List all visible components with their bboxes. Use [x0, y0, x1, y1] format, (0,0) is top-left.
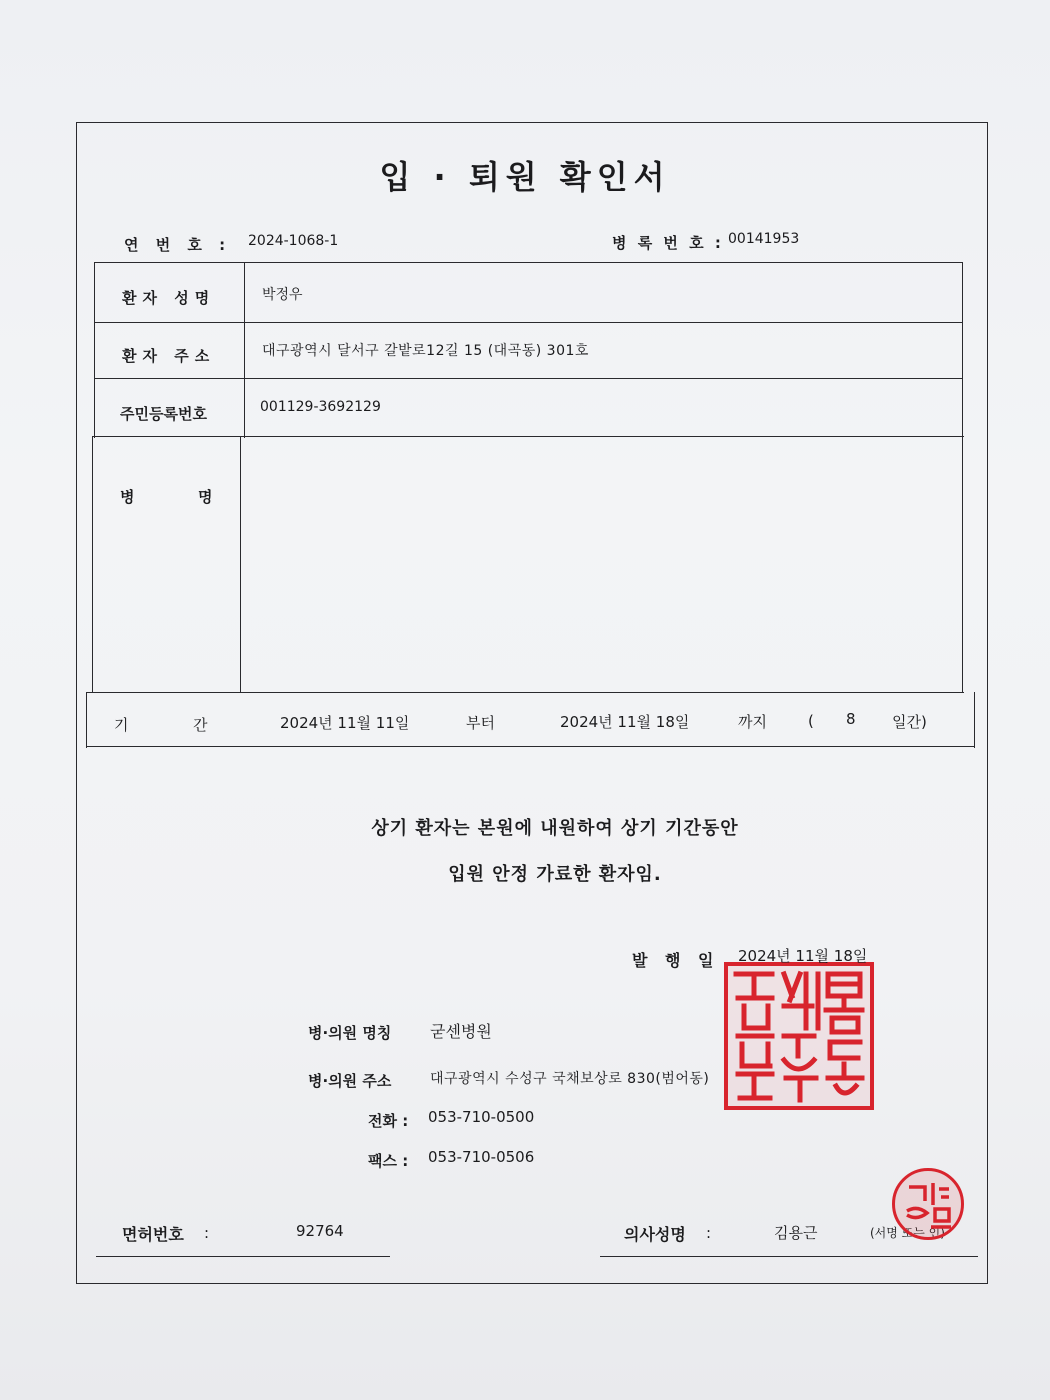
phone-label: 전화 : [368, 1112, 409, 1130]
serial-number-value: 2024-1068-1 [248, 233, 339, 249]
table-line [244, 262, 245, 438]
record-number-label: 병 록 번 호 : [612, 234, 724, 252]
patient-name-value: 박정우 [262, 287, 303, 303]
table-line [86, 692, 964, 693]
period-end-date: 2024년 11월 18일 [560, 713, 690, 731]
resident-number-value: 001129-3692129 [260, 399, 381, 415]
period-label-second: 간 [193, 716, 208, 734]
table-line [92, 436, 93, 692]
table-line [94, 322, 962, 323]
document-title: 입 · 퇴원 확인서 [379, 158, 671, 196]
serial-number-label: 연 번 호 : [124, 236, 232, 254]
fax-value: 053-710-0506 [428, 1148, 535, 1166]
doctor-name-label: 의사성명 [624, 1225, 686, 1244]
doctor-name-colon: : [706, 1224, 712, 1242]
hospital-name-value: 굳센병원 [430, 1022, 492, 1041]
days-paren-open: ( [808, 712, 814, 730]
patient-address-label: 환자 주소 [122, 347, 216, 365]
days-suffix: 일간) [892, 713, 927, 731]
table-line [94, 378, 962, 379]
table-line [962, 262, 963, 692]
table-line [92, 436, 964, 437]
table-line [94, 262, 95, 438]
period-until-label: 까지 [738, 713, 767, 731]
period-from-label: 부터 [466, 714, 495, 732]
issue-date-value: 2024년 11월 18일 [738, 947, 868, 965]
hospital-address-value: 대구광역시 수성구 국채보상로 830(범어동) [430, 1071, 710, 1087]
hospital-name-label: 병·의원 명칭 [308, 1024, 392, 1042]
table-line [94, 262, 962, 263]
record-number-value: 00141953 [728, 231, 800, 247]
days-count: 8 [846, 710, 856, 728]
resident-number-label: 주민등록번호 [120, 405, 207, 423]
diagnosis-label-second: 명 [198, 488, 213, 506]
doctor-signature-line [600, 1256, 978, 1257]
license-number-colon: : [204, 1224, 210, 1242]
fax-label: 팩스 : [368, 1152, 409, 1170]
doctor-personal-seal [892, 1168, 964, 1240]
statement-line-1: 상기 환자는 본원에 내원하여 상기 기간동안 [371, 818, 739, 839]
table-line [86, 692, 87, 748]
period-start-date: 2024년 11월 11일 [280, 714, 410, 732]
license-signature-line [96, 1256, 390, 1257]
table-line [974, 692, 975, 748]
issue-date-label: 발 행 일 [632, 951, 720, 970]
table-line [86, 746, 974, 747]
patient-address-value: 대구광역시 달서구 갈밭로12길 15 (대곡동) 301호 [262, 343, 589, 359]
license-number-value: 92764 [296, 1222, 344, 1240]
signature-hint: (서명 또는 인) [870, 1226, 945, 1240]
doctor-name-value: 김용근 [774, 1224, 818, 1242]
period-label-first: 기 [114, 716, 129, 734]
patient-name-label: 환자 성명 [122, 289, 216, 307]
statement-line-2: 입원 안정 가료한 환자임. [448, 864, 662, 885]
diagnosis-label-first: 병 [120, 488, 135, 506]
table-line [240, 436, 241, 692]
hospital-seal [724, 962, 874, 1110]
license-number-label: 면허번호 [122, 1225, 184, 1244]
hospital-address-label: 병·의원 주소 [308, 1072, 392, 1090]
phone-value: 053-710-0500 [428, 1108, 535, 1126]
diagnosis-field [242, 438, 960, 690]
